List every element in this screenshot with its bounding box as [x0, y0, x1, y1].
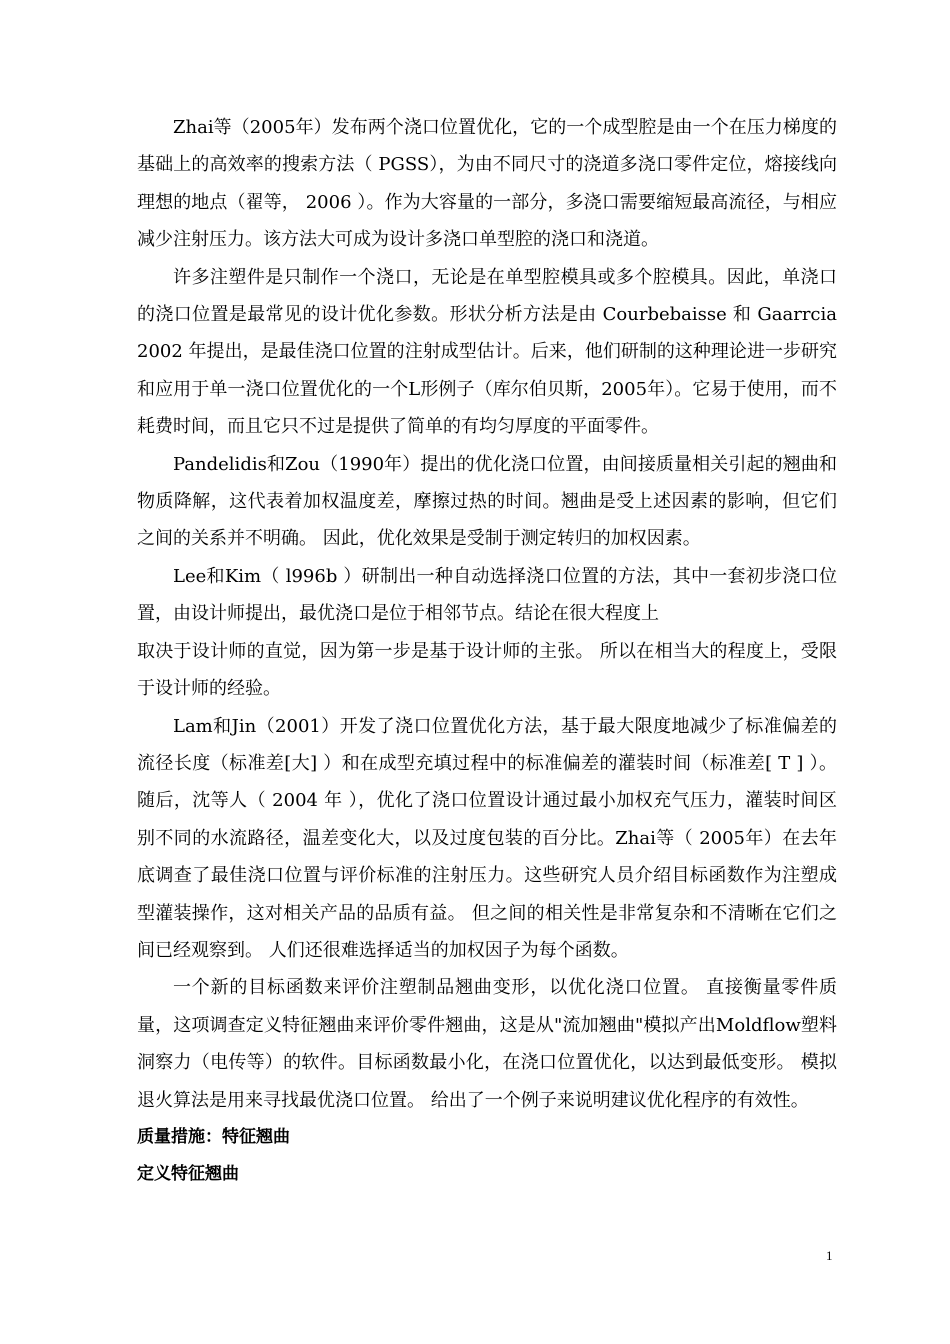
paragraph-lee-kim: Lee和Kim（ l996b ）研制出一种自动选择浇口位置的方法，其中一套初步浇口位置，由设计师提出，最优浇口是位于相邻节点。结论在很大程度上 [137, 565, 837, 625]
paragraph-new-objective-function: 一个新的目标函数来评价注塑制品翘曲变形，以优化浇口位置。 直接衡量零件质量，这项调查定义特征翘曲来评价零件翘曲，这是从"流加翘曲"模拟产出Moldflow塑料洞察力（电传等）的软件。目标函数最小化，在浇口位置优化，以达到最低变形。 模拟退火算法是用来寻找最优浇口位置。 给出了一个例子来说明建议优化程序的有效性。 [137, 977, 837, 1111]
paragraph-lam-jin: Lam和Jin（2001）开发了浇口位置优化方法，基于最大限度地减少了标准偏差的流径长度（标准差[大] ）和在成型充填过程中的标准偏差的灌装时间（标准差[ T ] ）。随后，沈等人（ 2004 年 ），优化了浇口位置设计通过最小加权充气压力，灌装时间区别不同的水流路径，温差变化大，以及过度包装的百分比。Zhai等（ 2005年）在去年底调查了最佳浇口位置与评价标准的注射压力。这些研究人员介绍目标函数作为注塑成型灌装操作，这对相关产品的品质有益。 但之间的相关性是非常复杂和不清晰在它们之间已经观察到。 人们还很难选择适当的加权因子为每个函数。 [137, 715, 837, 961]
paragraph-single-gate-location: 许多注塑件是只制作一个浇口，无论是在单型腔模具或多个腔模具。因此，单浇口的浇口位置是最常见的设计优化参数。形状分析方法是由 Courbebaisse 和 Gaarrcia 2002 年提出，是最佳浇口位置的注射成型估计。后来，他们研制的这种理论进一步研究和应用于单一浇口位置优化的一个L形例子（库尔伯贝斯，2005年）。它易于使用，而不耗费时间，而且它只不过是提供了简单的有均匀厚度的平面零件。 [137, 266, 837, 438]
page-number: 1 [826, 1248, 833, 1263]
paragraph-lee-kim-continued: 取决于设计师的直觉，因为第一步是基于设计师的主张。 所以在相当大的程度上，受限于设计师的经验。 [137, 640, 837, 700]
section-heading-define-warpage: 定义特征翘曲 [137, 1164, 239, 1185]
section-heading-quality-measure: 质量措施：特征翘曲 [137, 1126, 290, 1147]
paragraph-zhai-gate-optimization: Zhai等（2005年）发布两个浇口位置优化，它的一个成型腔是由一个在压力梯度的基础上的高效率的搜索方法（ PGSS），为由不同尺寸的浇道多浇口零件定位，熔接线向理想的地点（翟等， 2006 ）。作为大容量的一部分，多浇口需要缩短最高流径，与相应减少注射压力。该方法大可成为设计多浇口单型腔的浇口和浇道。 [137, 117, 837, 251]
paragraph-pandelidis-zou: Pandelidis和Zou（1990年）提出的优化浇口位置，由间接质量相关引起的翘曲和物质降解，这代表着加权温度差，摩擦过热的时间。翘曲是受上述因素的影响，但它们之间的关系并不明确。 因此，优化效果是受制于测定转归的加权因素。 [137, 453, 837, 550]
document-page [137, 109, 837, 1194]
